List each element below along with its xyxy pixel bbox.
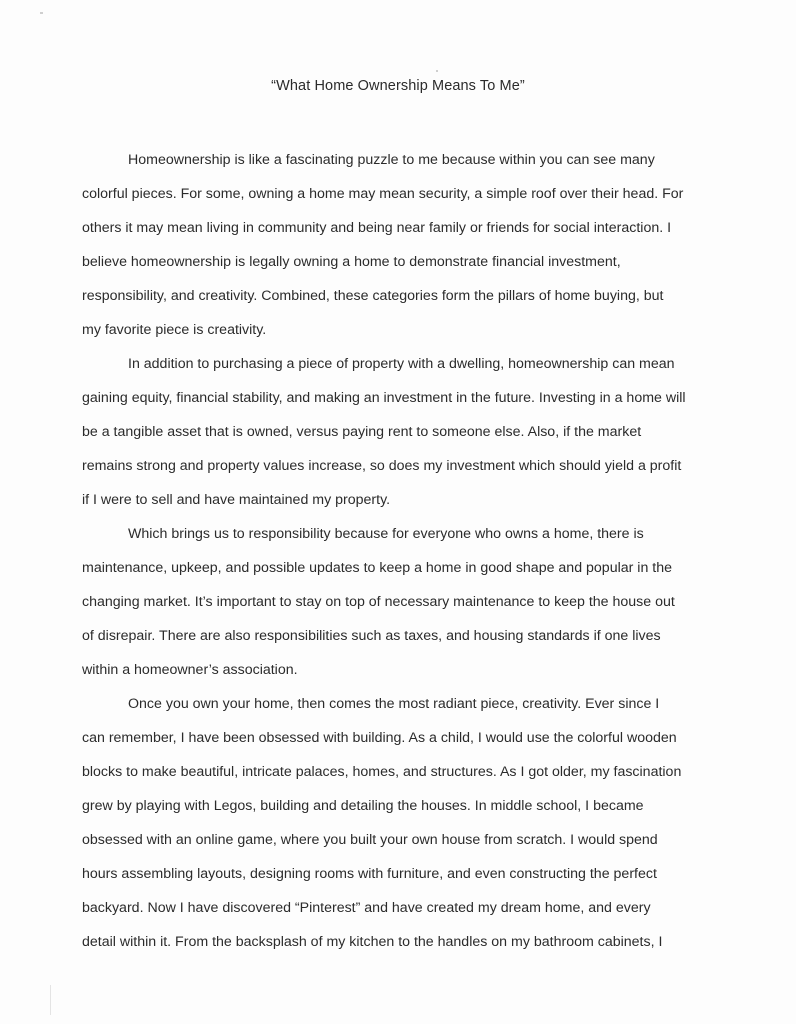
paragraph-4-line: obsessed with an online game, where you built your own house from scratch. I would spend: [82, 832, 658, 848]
paragraph-4-line: backyard. Now I have discovered “Pinterest” and have created my dream home, and every: [82, 900, 651, 916]
scan-speck: [40, 12, 43, 14]
paragraph-3-line: Which brings us to responsibility because for everyone who owns a home, there is: [128, 526, 644, 542]
paragraph-1-line: others it may mean living in community and being near family or friends for social interaction. I: [82, 220, 672, 236]
paragraph-4-line: blocks to make beautiful, intricate palaces, homes, and structures. As I got older, my fascination: [82, 764, 682, 780]
paragraph-3-line: of disrepair. There are also responsibilities such as taxes, and housing standards if one lives: [82, 628, 661, 644]
paragraph-2-line: be a tangible asset that is owned, versus paying rent to someone else. Also, if the market: [82, 424, 642, 440]
paragraph-4-line: can remember, I have been obsessed with building. As a child, I would use the colorful wooden: [82, 730, 677, 746]
paragraph-1-line: responsibility, and creativity. Combined, these categories form the pillars of home buying, but: [82, 288, 664, 304]
paragraph-4-line: hours assembling layouts, designing rooms with furniture, and even constructing the perfect: [82, 866, 657, 882]
paragraph-3-line: changing market. It’s important to stay on top of necessary maintenance to keep the house out: [82, 594, 675, 610]
paragraph-4-line: grew by playing with Legos, building and detailing the houses. In middle school, I became: [82, 798, 644, 814]
paragraph-2-line: In addition to purchasing a piece of property with a dwelling, homeownership can mean: [128, 356, 675, 372]
paragraph-1-line: colorful pieces. For some, owning a home may mean security, a simple roof over their head. For: [82, 186, 684, 202]
paragraph-2-line: remains strong and property values increase, so does my investment which should yield a profit: [82, 458, 682, 474]
paragraph-4-line: detail within it. From the backsplash of my kitchen to the handles on my bathroom cabinets, I: [82, 934, 663, 950]
document-body: [82, 143, 722, 959]
scan-speck: [436, 70, 438, 72]
paragraph-2-line: if I were to sell and have maintained my property.: [82, 492, 391, 508]
scan-speck: [50, 985, 51, 1015]
paragraph-3-line: maintenance, upkeep, and possible updates to keep a home in good shape and popular in the: [82, 560, 673, 576]
document-title: “What Home Ownership Means To Me”: [271, 78, 525, 94]
paragraph-1-line: believe homeownership is legally owning a home to demonstrate financial investment,: [82, 254, 621, 270]
paragraph-2-line: gaining equity, financial stability, and making an investment in the future. Investing in a home will: [82, 390, 686, 406]
paragraph-4-line: Once you own your home, then comes the most radiant piece, creativity. Ever since I: [128, 696, 660, 712]
paragraph-1-line: Homeownership is like a fascinating puzzle to me because within you can see many: [128, 152, 655, 168]
paragraph-3-line: within a homeowner’s association.: [82, 662, 298, 678]
paragraph-1-line: my favorite piece is creativity.: [82, 322, 267, 338]
